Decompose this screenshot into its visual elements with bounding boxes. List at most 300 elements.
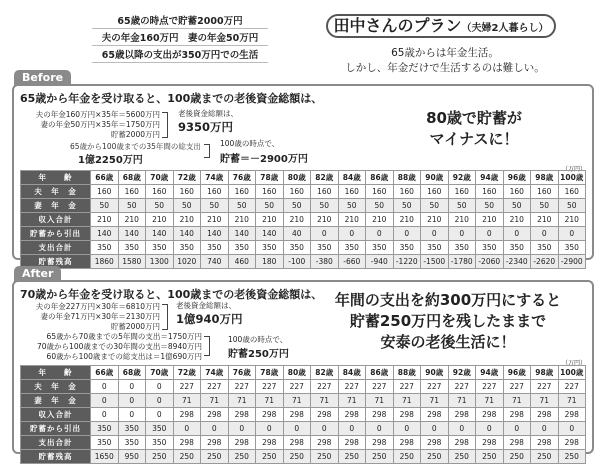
table-cell: 74歳 [201, 366, 229, 380]
plan-title [326, 14, 556, 38]
table-cell: 68歳 [118, 171, 146, 185]
table-cell: 100歳 [558, 366, 586, 380]
table-cell: 0 [476, 227, 504, 241]
before-expense-note: 65歳から100歳までの35年間の総支出 [70, 142, 201, 151]
table-cell: 0 [146, 408, 174, 422]
table-cell: 298 [201, 436, 229, 450]
table-cell: 80歳 [283, 171, 311, 185]
table-cell: 0 [448, 422, 476, 436]
table-cell: 227 [201, 380, 229, 394]
row-header: 支出合計 [21, 436, 91, 450]
table-cell: 0 [531, 227, 559, 241]
table-cell: 0 [91, 380, 119, 394]
table-cell: 350 [173, 241, 201, 255]
table-cell: 298 [256, 436, 284, 450]
table-cell: 66歳 [91, 366, 119, 380]
table-cell: 298 [173, 408, 201, 422]
table-cell: 0 [118, 394, 146, 408]
table-cell: 0 [558, 227, 586, 241]
after-calc-wife: 妻の年金71万円×30年＝2130万円 [40, 312, 160, 321]
after-expense-line-1: 65歳から70歳までの5年間の支出＝1750万円 [46, 332, 202, 341]
table-cell: 210 [256, 213, 284, 227]
table-cell: 1580 [118, 255, 146, 269]
table-cell: 210 [393, 213, 421, 227]
table-cell: 160 [421, 185, 449, 199]
table-cell: 0 [311, 422, 339, 436]
after-at100-value: 貯蓄250万円 [228, 349, 289, 360]
table-cell: 350 [118, 436, 146, 450]
table-cell: 88歳 [393, 366, 421, 380]
table-cell: 86歳 [366, 366, 394, 380]
row-header: 貯蓄残高 [21, 255, 91, 269]
table-cell: 227 [448, 380, 476, 394]
table-cell: 298 [503, 436, 531, 450]
before-brace-1 [162, 112, 168, 138]
table-cell: 160 [228, 185, 256, 199]
table-cell: 0 [146, 380, 174, 394]
table-cell: 160 [531, 185, 559, 199]
before-total-note: 老後資金総額は、 [178, 109, 238, 118]
table-cell: 71 [531, 394, 559, 408]
table-cell: 298 [558, 436, 586, 450]
table-cell: 210 [311, 213, 339, 227]
row-header: 年 齢 [21, 366, 91, 380]
after-message [310, 290, 586, 353]
table-cell: 50 [503, 199, 531, 213]
table-cell: 350 [366, 241, 394, 255]
table-cell: 71 [366, 394, 394, 408]
table-cell: 160 [146, 185, 174, 199]
table-cell: 50 [283, 199, 311, 213]
table-cell: 0 [366, 422, 394, 436]
table-cell: 140 [201, 227, 229, 241]
table-cell: 86歳 [366, 171, 394, 185]
table-cell: -2060 [476, 255, 504, 269]
table-cell: 70歳 [146, 366, 174, 380]
table-cell: 0 [256, 422, 284, 436]
before-expense-value: 1億2250万円 [78, 155, 143, 166]
table-cell: 82歳 [311, 366, 339, 380]
table-cell: 50 [146, 199, 174, 213]
row-header: 貯蓄残高 [21, 450, 91, 464]
table-cell: 298 [421, 436, 449, 450]
table-cell: -1220 [393, 255, 421, 269]
table-cell: 250 [503, 450, 531, 464]
before-calc [22, 110, 160, 140]
table-cell: 160 [393, 185, 421, 199]
table-cell: 80歳 [283, 366, 311, 380]
table-cell: 1300 [146, 255, 174, 269]
table-cell: 50 [201, 199, 229, 213]
table-cell: 100歳 [558, 171, 586, 185]
intro-line-2: しかし、年金だけで生活するのは難しい。 [345, 62, 545, 74]
table-cell: 71 [558, 394, 586, 408]
table-cell: 250 [283, 450, 311, 464]
table-cell: 71 [283, 394, 311, 408]
table-cell: 0 [338, 422, 366, 436]
table-cell: 227 [366, 380, 394, 394]
table-cell: 92歳 [448, 171, 476, 185]
table-cell: 50 [338, 199, 366, 213]
table-cell: 298 [228, 408, 256, 422]
after-message-line-1: 年間の支出を約300万円にすると [334, 291, 562, 309]
after-total-value: 1億940万円 [176, 312, 243, 326]
table-cell: 298 [311, 408, 339, 422]
table-cell: 210 [531, 213, 559, 227]
table-cell: 350 [448, 241, 476, 255]
table-cell: 71 [503, 394, 531, 408]
table-cell: 84歳 [338, 366, 366, 380]
table-cell: 50 [91, 199, 119, 213]
intro-text [300, 46, 590, 76]
table-cell: 160 [338, 185, 366, 199]
table-cell: 0 [531, 422, 559, 436]
table-cell: 71 [228, 394, 256, 408]
table-cell: 88歳 [393, 171, 421, 185]
table-cell: 0 [393, 227, 421, 241]
table-cell: 250 [476, 450, 504, 464]
table-cell: 50 [118, 199, 146, 213]
table-cell: 50 [421, 199, 449, 213]
row-header: 収入合計 [21, 408, 91, 422]
table-cell: 227 [503, 380, 531, 394]
table-cell: 96歳 [503, 171, 531, 185]
table-cell: 210 [228, 213, 256, 227]
table-cell: 350 [228, 241, 256, 255]
after-brace-1 [162, 304, 168, 330]
table-cell: 210 [476, 213, 504, 227]
table-cell: 210 [201, 213, 229, 227]
table-cell: 250 [146, 450, 174, 464]
table-cell: 90歳 [421, 171, 449, 185]
before-calc-savings: 貯蓄2000万円 [110, 130, 160, 139]
intro-line-1: 65歳からは年金生活。 [391, 47, 499, 59]
table-cell: 71 [311, 394, 339, 408]
table-cell: 0 [91, 408, 119, 422]
table-cell: 298 [448, 436, 476, 450]
before-message-line-2: マイナスに！ [429, 130, 519, 148]
table-cell: 140 [146, 227, 174, 241]
table-cell: 50 [173, 199, 201, 213]
table-cell: 210 [366, 213, 394, 227]
assumption-savings: 65歳の時点で貯蓄2000万円 [92, 12, 268, 29]
table-cell: 227 [338, 380, 366, 394]
table-cell: 250 [228, 450, 256, 464]
before-at100-value: 貯蓄＝－2900万円 [220, 154, 308, 165]
table-cell: 298 [366, 436, 394, 450]
table-cell: 160 [476, 185, 504, 199]
table-cell: 298 [531, 408, 559, 422]
table-cell: 350 [256, 241, 284, 255]
table-cell: 0 [283, 422, 311, 436]
table-cell: 298 [338, 436, 366, 450]
table-cell: 350 [91, 422, 119, 436]
table-cell: 94歳 [476, 366, 504, 380]
table-cell: 98歳 [531, 171, 559, 185]
row-header: 収入合計 [21, 213, 91, 227]
table-cell: 298 [558, 408, 586, 422]
table-cell: 160 [256, 185, 284, 199]
table-cell: 298 [421, 408, 449, 422]
table-cell: 210 [91, 213, 119, 227]
table-cell: 50 [558, 199, 586, 213]
table-cell: 298 [476, 408, 504, 422]
table-cell: 350 [118, 241, 146, 255]
table-cell: 298 [393, 436, 421, 450]
table-cell: 50 [531, 199, 559, 213]
table-cell: 210 [338, 213, 366, 227]
table-cell: 71 [173, 394, 201, 408]
table-cell: 210 [173, 213, 201, 227]
table-cell: 50 [311, 199, 339, 213]
table-cell: 250 [311, 450, 339, 464]
table-cell: 140 [118, 227, 146, 241]
table-cell: -2900 [558, 255, 586, 269]
table-cell: 227 [421, 380, 449, 394]
table-cell: 0 [421, 422, 449, 436]
table-cell: -380 [311, 255, 339, 269]
table-cell: 250 [338, 450, 366, 464]
table-cell: -660 [338, 255, 366, 269]
table-cell: 0 [421, 227, 449, 241]
table-cell: 227 [311, 380, 339, 394]
before-at100-note: 100歳の時点で、 [220, 139, 280, 148]
table-cell: 94歳 [476, 171, 504, 185]
row-header: 支出合計 [21, 241, 91, 255]
table-cell: 250 [448, 450, 476, 464]
table-row [21, 227, 586, 241]
table-cell: 50 [228, 199, 256, 213]
after-at100-note: 100歳の時点で、 [228, 335, 288, 344]
table-cell: 66歳 [91, 171, 119, 185]
table-cell: 350 [146, 436, 174, 450]
table-cell: 71 [256, 394, 284, 408]
before-section [12, 84, 594, 266]
after-heading: 70歳から年金を受け取ると、100歳までの老後資金総額は、 [20, 288, 323, 301]
before-message-line-1: 80歳で貯蓄が [426, 109, 522, 127]
table-row [21, 450, 586, 464]
table-row [21, 408, 586, 422]
before-calc-wife: 妻の年金50万円×35年＝1750万円 [40, 120, 160, 129]
table-cell: 71 [476, 394, 504, 408]
table-cell: 0 [503, 422, 531, 436]
after-table [20, 365, 586, 464]
table-cell: 227 [283, 380, 311, 394]
row-header: 貯蓄から引出 [21, 422, 91, 436]
table-row [21, 213, 586, 227]
table-cell: 350 [421, 241, 449, 255]
table-cell: 1020 [173, 255, 201, 269]
table-cell: 50 [256, 199, 284, 213]
table-cell: 298 [283, 436, 311, 450]
after-expense-line-3: 60歳から100歳までの総支出は＝1億690万円 [46, 352, 202, 361]
table-cell: 84歳 [338, 171, 366, 185]
table-cell: 160 [201, 185, 229, 199]
table-cell: 298 [228, 436, 256, 450]
table-cell: 92歳 [448, 366, 476, 380]
after-calc [22, 302, 160, 332]
table-cell: 140 [256, 227, 284, 241]
after-brace-2 [204, 336, 210, 356]
table-cell: 0 [503, 227, 531, 241]
table-row [21, 171, 586, 185]
table-cell: 210 [421, 213, 449, 227]
table-cell: -2620 [531, 255, 559, 269]
table-cell: 460 [228, 255, 256, 269]
table-cell: 72歳 [173, 171, 201, 185]
table-cell: 298 [283, 408, 311, 422]
table-cell: 0 [146, 394, 174, 408]
table-cell: 298 [311, 436, 339, 450]
table-cell: 140 [228, 227, 256, 241]
table-cell: 76歳 [228, 366, 256, 380]
table-cell: 0 [558, 422, 586, 436]
after-section [12, 280, 594, 461]
table-cell: 298 [503, 408, 531, 422]
row-header: 貯蓄から引出 [21, 227, 91, 241]
table-cell: -1500 [421, 255, 449, 269]
table-cell: 160 [118, 185, 146, 199]
table-cell: 50 [393, 199, 421, 213]
table-cell: 350 [201, 241, 229, 255]
table-cell: 0 [338, 227, 366, 241]
row-header: 年 齢 [21, 171, 91, 185]
table-cell: 68歳 [118, 366, 146, 380]
table-cell: 160 [173, 185, 201, 199]
table-cell: 227 [476, 380, 504, 394]
after-message-line-2: 貯蓄250万円を残したままで [349, 312, 547, 330]
table-cell: 740 [201, 255, 229, 269]
table-cell: 0 [476, 422, 504, 436]
plan-title-text: 田中さんのプラン [333, 16, 462, 35]
table-cell: 210 [503, 213, 531, 227]
table-cell: 90歳 [421, 366, 449, 380]
row-header: 夫 年 金 [21, 185, 91, 199]
table-cell: 40 [283, 227, 311, 241]
table-cell: -100 [283, 255, 311, 269]
table-cell: 71 [393, 394, 421, 408]
after-total-note: 老後資金総額は、 [176, 301, 236, 310]
table-cell: 50 [448, 199, 476, 213]
table-cell: 50 [476, 199, 504, 213]
table-cell: 350 [558, 241, 586, 255]
table-cell: 70歳 [146, 171, 174, 185]
table-cell: 350 [503, 241, 531, 255]
table-cell: 298 [338, 408, 366, 422]
table-cell: 227 [173, 380, 201, 394]
table-cell: 160 [558, 185, 586, 199]
table-cell: 0 [173, 422, 201, 436]
table-cell: 0 [448, 227, 476, 241]
table-cell: 298 [531, 436, 559, 450]
table-cell: 0 [366, 227, 394, 241]
table-cell: 350 [118, 422, 146, 436]
table-cell: 71 [448, 394, 476, 408]
table-cell: 160 [366, 185, 394, 199]
plan-title-sub: （夫婦2人暮らし） [461, 23, 549, 34]
assumption-expenses: 65歳以降の支出が350万円での生活 [92, 46, 268, 63]
table-cell: 210 [283, 213, 311, 227]
table-cell: 227 [393, 380, 421, 394]
table-cell: 350 [146, 241, 174, 255]
after-message-line-3: 安泰の老後生活に！ [380, 333, 516, 351]
table-cell: 298 [476, 436, 504, 450]
table-cell: -2340 [503, 255, 531, 269]
table-cell: 0 [91, 394, 119, 408]
table-cell: 350 [393, 241, 421, 255]
after-expense-line-2: 70歳から100歳までの30年間の支出＝8940万円 [37, 342, 202, 351]
table-cell: 298 [173, 436, 201, 450]
table-row [21, 255, 586, 269]
table-cell: 250 [366, 450, 394, 464]
table-cell: 0 [228, 422, 256, 436]
table-cell: 250 [173, 450, 201, 464]
table-cell: 71 [338, 394, 366, 408]
table-cell: 160 [311, 185, 339, 199]
before-heading: 65歳から年金を受け取ると、100歳までの老後資金総額は、 [20, 92, 323, 105]
assumption-pensions: 夫の年金160万円 妻の年金50万円 [92, 29, 268, 46]
table-cell: 250 [201, 450, 229, 464]
table-cell: 1860 [91, 255, 119, 269]
assumptions-list [92, 12, 268, 63]
table-row [21, 422, 586, 436]
table-cell: 180 [256, 255, 284, 269]
table-cell: 210 [118, 213, 146, 227]
table-cell: 350 [146, 422, 174, 436]
after-expenses [22, 332, 202, 362]
table-cell: 350 [531, 241, 559, 255]
table-cell: 210 [146, 213, 174, 227]
table-cell: 950 [118, 450, 146, 464]
table-cell: 227 [558, 380, 586, 394]
before-calc-husband: 夫の年金160万円×35年＝5600万円 [35, 110, 160, 119]
table-cell: 76歳 [228, 171, 256, 185]
table-cell: 250 [256, 450, 284, 464]
before-unit: （万円） [561, 166, 586, 173]
table-cell: -940 [366, 255, 394, 269]
table-cell: 250 [558, 450, 586, 464]
table-cell: 250 [393, 450, 421, 464]
table-cell: 72歳 [173, 366, 201, 380]
table-cell: 227 [531, 380, 559, 394]
table-cell: 160 [91, 185, 119, 199]
table-cell: 0 [118, 408, 146, 422]
table-cell: 74歳 [201, 171, 229, 185]
before-total-value: 9350万円 [178, 120, 234, 134]
before-tab: Before [14, 70, 71, 86]
row-header: 夫 年 金 [21, 380, 91, 394]
table-row [21, 199, 586, 213]
table-cell: 350 [91, 241, 119, 255]
table-cell: 96歳 [503, 366, 531, 380]
table-cell: 350 [476, 241, 504, 255]
row-header: 妻 年 金 [21, 199, 91, 213]
table-cell: 298 [448, 408, 476, 422]
table-cell: 350 [311, 241, 339, 255]
table-cell: 140 [91, 227, 119, 241]
table-cell: 82歳 [311, 171, 339, 185]
table-cell: 210 [448, 213, 476, 227]
table-cell: 350 [283, 241, 311, 255]
table-cell: 227 [228, 380, 256, 394]
table-cell: 0 [118, 380, 146, 394]
table-cell: 350 [91, 436, 119, 450]
table-cell: 0 [393, 422, 421, 436]
table-cell: 160 [448, 185, 476, 199]
table-cell: 298 [366, 408, 394, 422]
after-calc-husband: 夫の年金227万円×30年＝6810万円 [35, 302, 160, 311]
table-row [21, 366, 586, 380]
